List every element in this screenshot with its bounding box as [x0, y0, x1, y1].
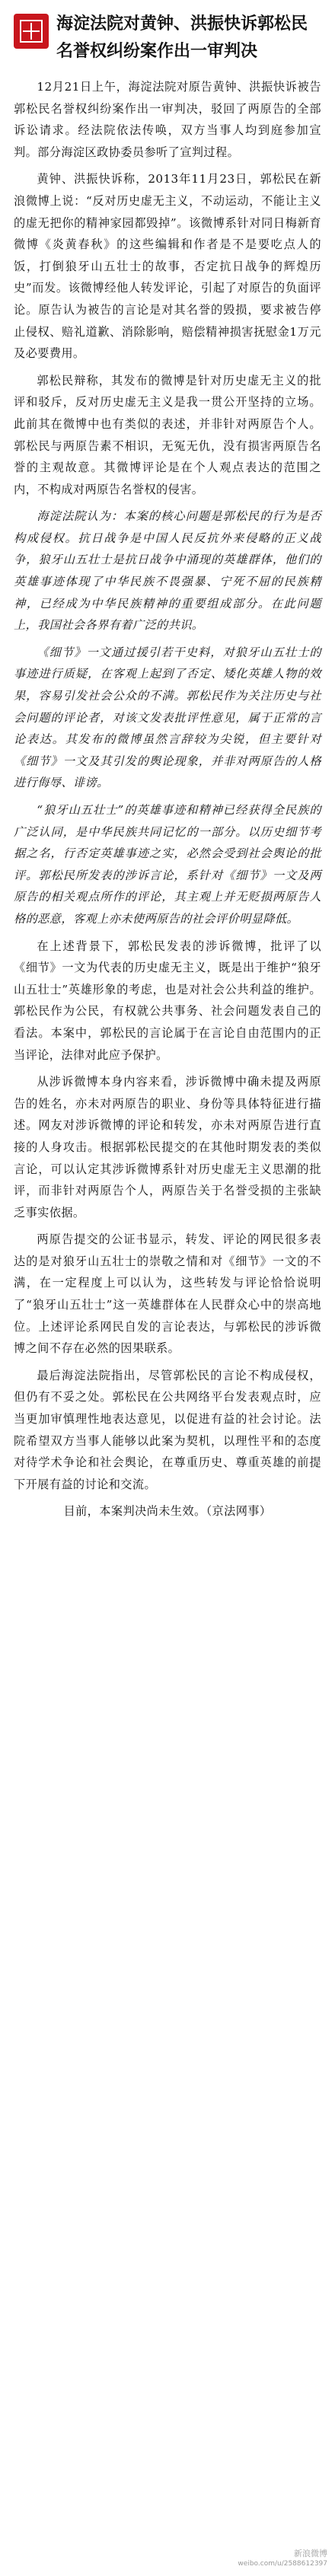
- article-title: 海淀法院对黄钟、洪振快诉郭松民名誉权纠纷案作出一审判决: [56, 14, 308, 61]
- watermark-url: weibo.com/u/2588612397: [238, 2560, 327, 2568]
- seal-glyph: [18, 18, 44, 44]
- watermark-name: 新浪微博: [294, 2549, 327, 2558]
- paragraph: 黄钟、洪振快诉称，2013年11月23日，郭松民在新浪微博上说：“反对历史虚无主义，不动运动，不能让主义的虚无把你的精神家园都毁掉”。该微博系针对同日梅新育微博《炎黄春秋》的这些编辑和作者是不是要吃点人的饭，打倒狼牙山五壮士的故事，否定抗日战争的辉煌历史”而发。该微博经他人转发评论，引起了对原告的负面评论。原告认为被告的言论是对其名誉的毁损，要求被告停止侵权、赔礼道歉、消除影响，赔偿精神损害抚慰金1万元及必要费用。: [14, 172, 321, 361]
- paragraph: “狼牙山五壮士”的英雄事迹和精神已经获得全民族的广泛认同，是中华民族共同记忆的一部分。以历史细节考据之名，行否定英雄事迹之实，必然会受到社会舆论的批评。郭松民所发表的涉诉言论，系针对《细节》一文及两原告的相关观点所作的评论，其主观上并无贬损两原告人格的恶意，客观上亦未使两原告的社会评价明显降低。: [14, 803, 321, 926]
- paragraph: 《细节》一文通过援引若干史料，对狼牙山五壮士的事迹进行质疑，在客观上起到了否定、矮化英雄人物的效果，容易引发社会公众的不满。郭松民作为关注历史与社会问题的评论者，对该文发表批评性意见，属于正常的言论表达。其发布的微博虽然言辞较为尖锐，但主要针对《细节》一文及其引发的舆论现象，并非对两原告的人格进行侮辱、诽谤。: [14, 645, 321, 790]
- court-seal-icon: [14, 14, 49, 49]
- paragraph: 12月21日上午，海淀法院对原告黄钟、洪振快诉被告郭松民名誉权纠纷案作出一审判决，驳回了两原告的全部诉讼请求。经法院依法传唤，双方当事人均到庭参加宣判。部分海淀区政协委员参听了宣判过程。: [14, 80, 321, 159]
- paragraph: 郭松民辩称，其发布的微博是针对历史虚无主义的批评和驳斥，反对历史虚无主义是我一贯公开坚持的立场。此前其在微博中也有类似的表述，并非针对两原告个人。郭松民与两原告素不相识，无冤无仇，没有损害两原告名誉的主观故意。其微博评论是在个人观点表达的范围之内，不构成对两原告名誉权的侵害。: [14, 373, 321, 496]
- paragraph: 在上述背景下，郭松民发表的涉诉微博，批评了以《细节》一文为代表的历史虚无主义，既是出于维护“狼牙山五壮士”英雄形象的考虑，也是对社会公共利益的维护。郭松民作为公民，有权就公共事务、社会问题发表自己的看法。本案中，郭松民的言论属于在言论自由范围内的正当评论，法律对此应予保护。: [14, 939, 321, 1062]
- article-body: [14, 76, 321, 1522]
- paragraph: 从涉诉微博本身内容来看，涉诉微博中确未提及两原告的姓名，亦未对两原告的职业、身份等具体特征进行描述。网友对涉诉微博的评论和转发，亦未对两原告进行直接的人身攻击。根据郭松民提交的在其他时期发表的类似言论，可以认定其涉诉微博系针对历史虚无主义思潮的批评，而非针对两原告个人，两原告关于名誉受损的主张缺乏事实依据。: [14, 1075, 321, 1219]
- weibo-watermark: [238, 2549, 327, 2568]
- paragraph: 最后海淀法院指出，尽管郭松民的言论不构成侵权，但仍有不妥之处。郭松民在公共网络平台发表观点时，应当更加审慎理性地表达意见，以促进有益的社会讨论。法院希望双方当事人能够以此案为契机，以理性平和的态度对待学术争论和社会舆论，在尊重历史、尊重英雄的前提下开展有益的讨论和交流。: [14, 1368, 321, 1491]
- paragraph: 两原告提交的公证书显示，转发、评论的网民很多表达的是对狼牙山五壮士的崇敬之情和对《细节》一文的不满，在一定程度上可以认为，这些转发与评论恰恰说明了“狼牙山五壮士”这一英雄群体在人民群众心中的崇高地位。上述评论系网民自发的言论表达，与郭松民的涉诉微博之间不存在必然的因果联系。: [14, 1232, 321, 1356]
- paragraph: 海淀法院认为：本案的核心问题是郭松民的行为是否构成侵权。抗日战争是中国人民反抗外来侵略的正义战争，狼牙山五壮士是抗日战争中涌现的英雄群体，他们的英雄事迹体现了中华民族不畏强暴、宁死不屈的民族精神，已经成为中华民族精神的重要组成部分。在此问题上，我国社会各界有着广泛的共识。: [14, 509, 321, 633]
- article-header: [14, 11, 321, 65]
- closing-line: 目前，本案判决尚未生效。（京法网事）: [63, 1504, 272, 1519]
